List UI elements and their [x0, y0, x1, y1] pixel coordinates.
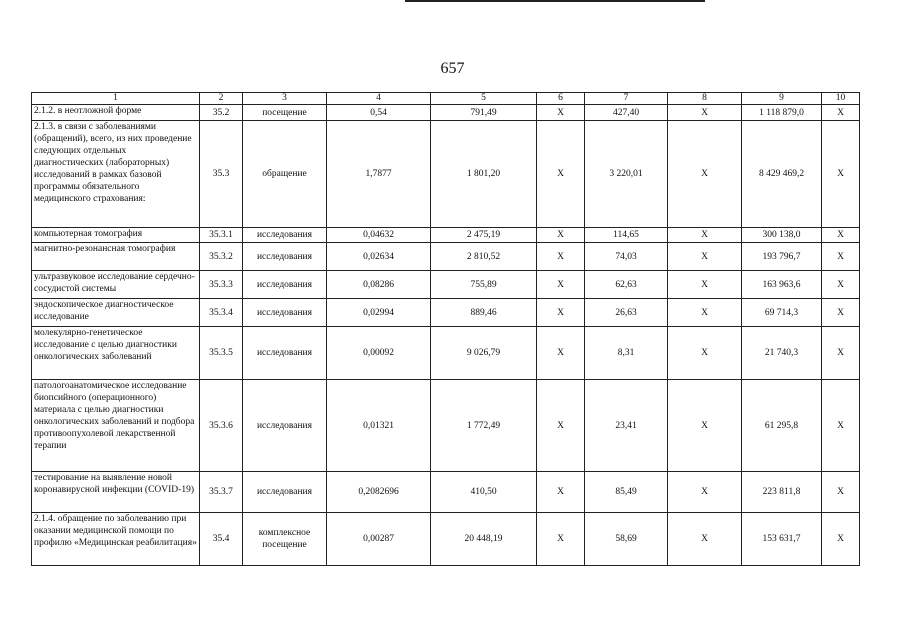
header-cell: 10: [822, 93, 860, 105]
row-col6: X: [537, 327, 585, 380]
row-col7: 23,41: [585, 380, 668, 472]
row-volume: 0,2082696: [327, 472, 431, 513]
row-cost: 1 772,49: [431, 380, 537, 472]
row-unit: исследования: [243, 380, 327, 472]
row-cost: 755,89: [431, 271, 537, 299]
row-col9: 21 740,3: [742, 327, 822, 380]
row-unit: комплексное посещение: [243, 513, 327, 566]
row-col10: X: [822, 299, 860, 327]
header-cell: 3: [243, 93, 327, 105]
row-unit: исследования: [243, 228, 327, 243]
header-cell: 9: [742, 93, 822, 105]
row-col10: X: [822, 271, 860, 299]
row-cost: 410,50: [431, 472, 537, 513]
row-code: 35.3.7: [200, 472, 243, 513]
row-col8: X: [668, 228, 742, 243]
row-code: 35.3.5: [200, 327, 243, 380]
row-col7: 74,03: [585, 243, 668, 271]
row-col8: X: [668, 105, 742, 121]
row-name: магнитно-резонансная томография: [32, 243, 200, 271]
row-col8: X: [668, 380, 742, 472]
row-col8: X: [668, 327, 742, 380]
header-cell: 4: [327, 93, 431, 105]
row-col8: X: [668, 299, 742, 327]
row-code: 35.3.4: [200, 299, 243, 327]
table-row: [32, 243, 860, 271]
row-col6: X: [537, 513, 585, 566]
table-row: [32, 380, 860, 472]
row-code: 35.2: [200, 105, 243, 121]
row-col8: X: [668, 243, 742, 271]
row-col7: 85,49: [585, 472, 668, 513]
row-col7: 3 220,01: [585, 121, 668, 228]
row-code: 35.3.2: [200, 243, 243, 271]
row-col8: X: [668, 513, 742, 566]
row-col6: X: [537, 472, 585, 513]
row-col9: 69 714,3: [742, 299, 822, 327]
row-col9: 153 631,7: [742, 513, 822, 566]
page-number: 657: [440, 60, 465, 77]
row-col6: X: [537, 380, 585, 472]
row-name: 2.1.3. в связи с заболеваниями (обращений), всего, из них проведение следующих отдельных диагностических (лабораторных) исследований в рамках базовой программы обязательного медицинского страхования:: [32, 121, 200, 228]
top-edge-line: [405, 0, 705, 2]
row-name: 2.1.4. обращение по заболеванию при оказании медицинской помощи по профилю «Медицинская реабилитация»: [32, 513, 200, 566]
row-col6: X: [537, 243, 585, 271]
header-cell: 7: [585, 93, 668, 105]
row-col6: X: [537, 271, 585, 299]
row-col6: X: [537, 299, 585, 327]
row-volume: 0,04632: [327, 228, 431, 243]
row-col10: X: [822, 472, 860, 513]
row-cost: 889,46: [431, 299, 537, 327]
row-col9: 1 118 879,0: [742, 105, 822, 121]
table-row: [32, 513, 860, 566]
table-row: [32, 299, 860, 327]
row-cost: 2 810,52: [431, 243, 537, 271]
row-code: 35.4: [200, 513, 243, 566]
header-cell: 5: [431, 93, 537, 105]
row-col9: 193 796,7: [742, 243, 822, 271]
table-row: [32, 472, 860, 513]
header-cell: 1: [32, 93, 200, 105]
row-unit: посещение: [243, 105, 327, 121]
row-col7: 62,63: [585, 271, 668, 299]
row-unit: исследования: [243, 243, 327, 271]
row-volume: 0,00287: [327, 513, 431, 566]
row-col9: 61 295,8: [742, 380, 822, 472]
table-row: [32, 327, 860, 380]
row-name: эндоскопическое диагностическое исследование: [32, 299, 200, 327]
row-name: 2.1.2. в неотложной форме: [32, 105, 200, 121]
row-cost: 1 801,20: [431, 121, 537, 228]
row-col9: 8 429 469,2: [742, 121, 822, 228]
row-col10: X: [822, 228, 860, 243]
row-cost: 791,49: [431, 105, 537, 121]
row-cost: 2 475,19: [431, 228, 537, 243]
row-col7: 8,31: [585, 327, 668, 380]
table-row: [32, 105, 860, 121]
row-name: патологоанатомическое исследование биопсийного (операционного) материала с целью диагностики онкологических заболеваний и подбора противоопухолевой лекарственной терапии: [32, 380, 200, 472]
row-col9: 223 811,8: [742, 472, 822, 513]
row-col6: X: [537, 105, 585, 121]
row-col9: 300 138,0: [742, 228, 822, 243]
row-col8: X: [668, 121, 742, 228]
row-unit: исследования: [243, 472, 327, 513]
row-col8: X: [668, 472, 742, 513]
row-volume: 0,02994: [327, 299, 431, 327]
row-volume: 0,00092: [327, 327, 431, 380]
row-code: 35.3: [200, 121, 243, 228]
row-col10: X: [822, 513, 860, 566]
row-col10: X: [822, 327, 860, 380]
row-name: компьютерная томография: [32, 228, 200, 243]
row-code: 35.3.3: [200, 271, 243, 299]
header-cell: 6: [537, 93, 585, 105]
row-volume: 1,7877: [327, 121, 431, 228]
row-name: тестирование на выявление новой коронавирусной инфекции (COVID-19): [32, 472, 200, 513]
row-col6: X: [537, 121, 585, 228]
row-name: ультразвуковое исследование сердечно-сосудистой системы: [32, 271, 200, 299]
row-col9: 163 963,6: [742, 271, 822, 299]
row-code: 35.3.6: [200, 380, 243, 472]
row-col10: X: [822, 105, 860, 121]
header-cell: 2: [200, 93, 243, 105]
row-col8: X: [668, 271, 742, 299]
row-cost: 20 448,19: [431, 513, 537, 566]
header-row: [32, 93, 860, 105]
row-name: молекулярно-генетическое исследование с целью диагностики онкологических заболеваний: [32, 327, 200, 380]
data-table: [31, 92, 860, 566]
row-col10: X: [822, 243, 860, 271]
row-col7: 58,69: [585, 513, 668, 566]
row-unit: обращение: [243, 121, 327, 228]
row-unit: исследования: [243, 327, 327, 380]
row-volume: 0,01321: [327, 380, 431, 472]
table-row: [32, 121, 860, 228]
row-volume: 0,54: [327, 105, 431, 121]
row-col7: 26,63: [585, 299, 668, 327]
table-row: [32, 228, 860, 243]
row-volume: 0,08286: [327, 271, 431, 299]
header-cell: 8: [668, 93, 742, 105]
row-col7: 114,65: [585, 228, 668, 243]
row-col10: X: [822, 121, 860, 228]
row-code: 35.3.1: [200, 228, 243, 243]
row-col7: 427,40: [585, 105, 668, 121]
row-unit: исследования: [243, 271, 327, 299]
row-col10: X: [822, 380, 860, 472]
row-col6: X: [537, 228, 585, 243]
row-volume: 0,02634: [327, 243, 431, 271]
row-unit: исследования: [243, 299, 327, 327]
row-cost: 9 026,79: [431, 327, 537, 380]
table-row: [32, 271, 860, 299]
